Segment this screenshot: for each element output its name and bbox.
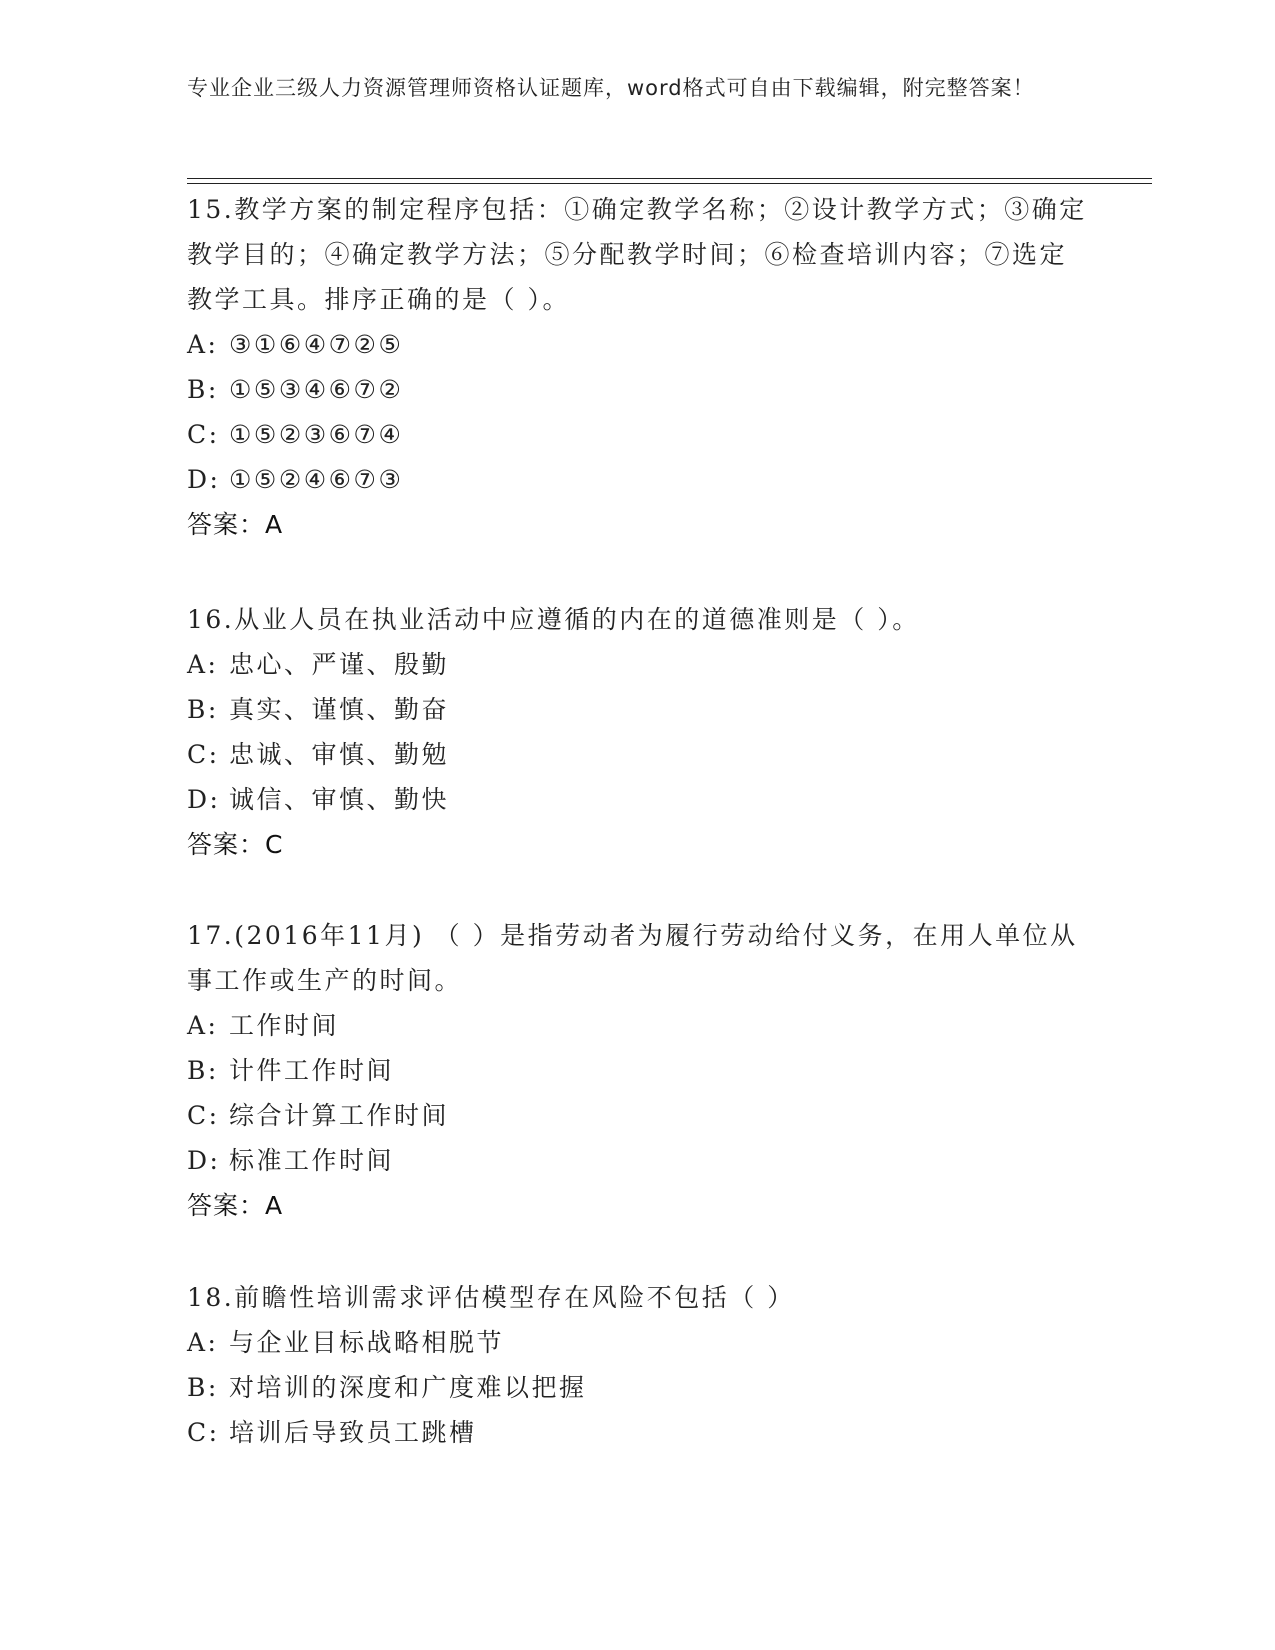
- option-d: [187, 457, 1087, 502]
- option-text: 标准工作时间: [229, 1146, 395, 1175]
- option-d: [187, 1138, 1087, 1183]
- answer: 答案：A: [187, 1191, 284, 1220]
- option-c: [187, 1410, 1087, 1455]
- option-b: [187, 687, 1087, 732]
- option-letter: B:: [187, 375, 219, 404]
- option-c: [187, 732, 1087, 777]
- question-stem: 17.(2016年11月) （ ）是指劳动者为履行劳动给付义务，在用人单位从事工作或生产的时间。: [187, 921, 1078, 995]
- option-a: [187, 642, 1087, 687]
- option-c: [187, 412, 1087, 457]
- option-d: [187, 777, 1087, 822]
- option-c: [187, 1093, 1087, 1138]
- question-15: [187, 187, 1087, 547]
- option-letter: A:: [187, 650, 219, 679]
- option-b: [187, 1365, 1087, 1410]
- option-a: [187, 1003, 1087, 1048]
- option-letter: B:: [187, 1373, 219, 1402]
- option-letter: D:: [187, 785, 221, 814]
- option-text: 诚信、审慎、勤快: [229, 785, 450, 814]
- option-text: ③①⑥④⑦②⑤: [229, 330, 404, 359]
- option-text: 忠心、严谨、殷勤: [229, 650, 450, 679]
- option-letter: A:: [187, 1328, 219, 1357]
- option-text: 对培训的深度和广度难以把握: [229, 1373, 587, 1402]
- option-text: 忠诚、审慎、勤勉: [229, 740, 450, 769]
- option-text: 工作时间: [229, 1011, 340, 1040]
- option-text: ①⑤②③⑥⑦④: [229, 420, 404, 449]
- option-letter: C:: [187, 420, 220, 449]
- option-a: [187, 322, 1087, 367]
- option-text: 培训后导致员工跳槽: [229, 1418, 477, 1447]
- option-letter: D:: [187, 1146, 221, 1175]
- header-rule-top: [187, 178, 1152, 179]
- option-text: 综合计算工作时间: [229, 1101, 450, 1130]
- answer: 答案：A: [187, 510, 284, 539]
- option-b: [187, 1048, 1087, 1093]
- option-text: 真实、谨慎、勤奋: [229, 695, 450, 724]
- question-16: [187, 597, 1087, 867]
- question-stem: 15.教学方案的制定程序包括：①确定教学名称；②设计教学方式；③确定教学目的；④确定教学方法；⑤分配教学时间；⑥检查培训内容；⑦选定教学工具。排序正确的是（ ）。: [187, 195, 1087, 314]
- option-a: [187, 1320, 1087, 1365]
- option-letter: D:: [187, 465, 221, 494]
- option-text: ①⑤③④⑥⑦②: [229, 375, 404, 404]
- option-text: 与企业目标战略相脱节: [229, 1328, 505, 1357]
- option-letter: B:: [187, 695, 219, 724]
- option-letter: C:: [187, 740, 220, 769]
- option-letter: A:: [187, 330, 219, 359]
- option-text: ①⑤②④⑥⑦③: [229, 465, 404, 494]
- option-letter: A:: [187, 1011, 219, 1040]
- question-stem: 18.前瞻性培训需求评估模型存在风险不包括（ ）: [187, 1283, 795, 1312]
- option-text: 计件工作时间: [229, 1056, 395, 1085]
- question-18: [187, 1275, 1087, 1455]
- header-rule-bottom: [187, 183, 1152, 184]
- question-17: [187, 913, 1087, 1228]
- option-letter: C:: [187, 1101, 220, 1130]
- page-header: 专业企业三级人力资源管理师资格认证题库，word格式可自由下载编辑，附完整答案！: [187, 76, 1035, 100]
- option-letter: B:: [187, 1056, 219, 1085]
- question-stem: 16.从业人员在执业活动中应遵循的内在的道德准则是（ ）。: [187, 605, 920, 634]
- answer: 答案：C: [187, 830, 284, 859]
- option-letter: C:: [187, 1418, 220, 1447]
- option-b: [187, 367, 1087, 412]
